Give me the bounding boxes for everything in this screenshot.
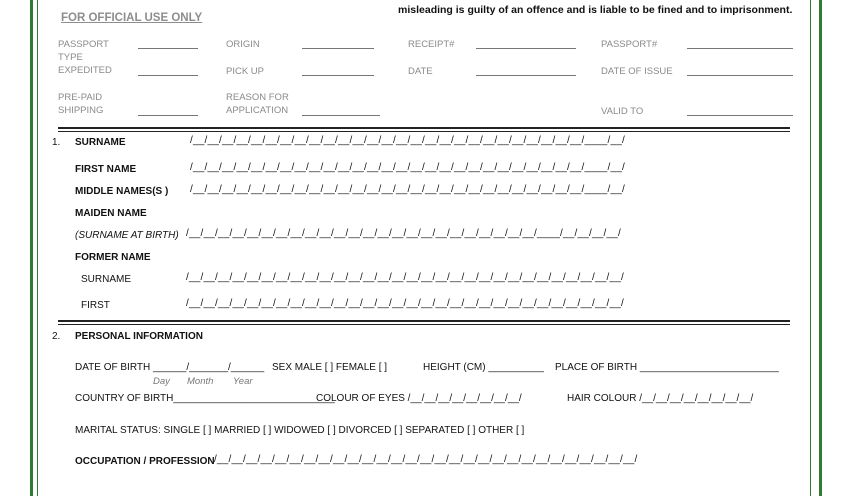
- section2-number: 2.: [52, 331, 61, 342]
- pick-up-label: PICK UP: [226, 66, 265, 77]
- personal-information-title: PERSONAL INFORMATION: [75, 331, 203, 342]
- offence-notice: misleading is guilty of an offence and is liable to be fined and to imprisonment.: [398, 4, 793, 16]
- dob-year-hint: Year: [233, 376, 253, 387]
- pick-up-line[interactable]: [302, 75, 374, 76]
- date-label: DATE: [408, 66, 433, 77]
- marital-status-field[interactable]: MARITAL STATUS: SINGLE [ ] MARRIED [ ] WIDOWED [ ] DIVORCED [ ] SEPARATED [ ] OTHER [ ]: [75, 425, 525, 436]
- former-name-label: FORMER NAME: [75, 252, 151, 263]
- passport-number-line[interactable]: [687, 48, 793, 49]
- height-field[interactable]: HEIGHT (CM) __________: [423, 362, 544, 373]
- surname-boxes[interactable]: /__/__/__/__/__/__/__/__/__/__/__/__/__/__/__/__/__/__/__/__/__/__/__/__/__/__/__/____/__/: [190, 135, 626, 146]
- dob-day-hint: Day: [153, 376, 170, 387]
- expedited-line[interactable]: [138, 75, 198, 76]
- middle-names-boxes[interactable]: /__/__/__/__/__/__/__/__/__/__/__/__/__/__/__/__/__/__/__/__/__/__/__/__/__/__/__/____/__/: [190, 184, 626, 195]
- first-name-boxes[interactable]: /__/__/__/__/__/__/__/__/__/__/__/__/__/__/__/__/__/__/__/__/__/__/__/__/__/__/__/____/__/: [190, 162, 626, 173]
- maiden-name-label: MAIDEN NAME: [75, 208, 147, 219]
- official-use-title: FOR OFFICIAL USE ONLY: [61, 12, 203, 24]
- prepaid-shipping-line[interactable]: [138, 115, 198, 116]
- section-divider-middle: [58, 320, 790, 322]
- former-surname-label: SURNAME: [81, 274, 132, 285]
- country-of-birth-field[interactable]: COUNTRY OF BIRTH_____________________________: [75, 393, 335, 404]
- surname-label: SURNAME: [75, 137, 126, 148]
- occupation-boxes[interactable]: /__/__/__/__/__/__/__/__/__/__/__/__/__/__/__/__/__/__/__/__/__/__/__/__/__/__/__/__/__/: [214, 454, 638, 465]
- colour-of-eyes-field[interactable]: COLOUR OF EYES /__/__/__/__/__/__/__/__/: [316, 393, 522, 404]
- date-of-issue-line[interactable]: [687, 75, 793, 76]
- section-divider-top: [58, 127, 790, 129]
- section1-number: 1.: [52, 137, 61, 148]
- receipt-label: RECEIPT#: [408, 39, 455, 50]
- dob-month-hint: Month: [187, 376, 214, 387]
- occupation-label: OCCUPATION / PROFESSION: [75, 456, 215, 467]
- former-first-boxes[interactable]: /__/__/__/__/__/__/__/__/__/__/__/__/__/__/__/__/__/__/__/__/__/__/__/__/__/__/__/__/__/__/: [186, 298, 625, 309]
- section-divider-top-thin: [58, 131, 790, 132]
- date-of-birth-field[interactable]: DATE OF BIRTH ______/_______/______: [75, 362, 265, 373]
- reason-for-application-label: REASON FOR APPLICATION: [226, 92, 289, 116]
- passport-type-expedited-label: PASSPORT TYPE EXPEDITED: [58, 39, 112, 76]
- date-line[interactable]: [476, 75, 576, 76]
- former-surname-boxes[interactable]: /__/__/__/__/__/__/__/__/__/__/__/__/__/__/__/__/__/__/__/__/__/__/__/__/__/__/__/__/__/__/: [186, 272, 625, 283]
- valid-to-label: VALID TO: [601, 106, 644, 117]
- middle-names-label: MIDDLE NAMES(S ): [75, 186, 169, 197]
- passport-number-label: PASSPORT#: [601, 39, 658, 50]
- prepaid-shipping-label: PRE-PAID SHIPPING: [58, 92, 104, 116]
- sex-field[interactable]: SEX MALE [ ] FEMALE [ ]: [272, 362, 388, 373]
- surname-at-birth-label: (SURNAME AT BIRTH): [75, 230, 179, 241]
- first-name-label: FIRST NAME: [75, 164, 137, 175]
- maiden-name-boxes[interactable]: /__/__/__/__/__/__/__/__/__/__/__/__/__/__/__/__/__/__/__/__/__/__/__/__/____/__/__/__/__/: [186, 228, 622, 239]
- origin-line[interactable]: [302, 48, 374, 49]
- section-divider-middle-thin: [58, 324, 790, 325]
- valid-to-line[interactable]: [687, 115, 793, 116]
- reason-line[interactable]: [302, 115, 380, 116]
- receipt-line[interactable]: [476, 48, 576, 49]
- origin-label: ORIGIN: [226, 39, 260, 50]
- hair-colour-field[interactable]: HAIR COLOUR /__/__/__/__/__/__/__/__/: [567, 393, 754, 404]
- former-first-label: FIRST: [81, 300, 110, 311]
- place-of-birth-field[interactable]: PLACE OF BIRTH _________________________: [555, 362, 779, 373]
- passport-type-line[interactable]: [138, 48, 198, 49]
- date-of-issue-label: DATE OF ISSUE: [601, 66, 673, 77]
